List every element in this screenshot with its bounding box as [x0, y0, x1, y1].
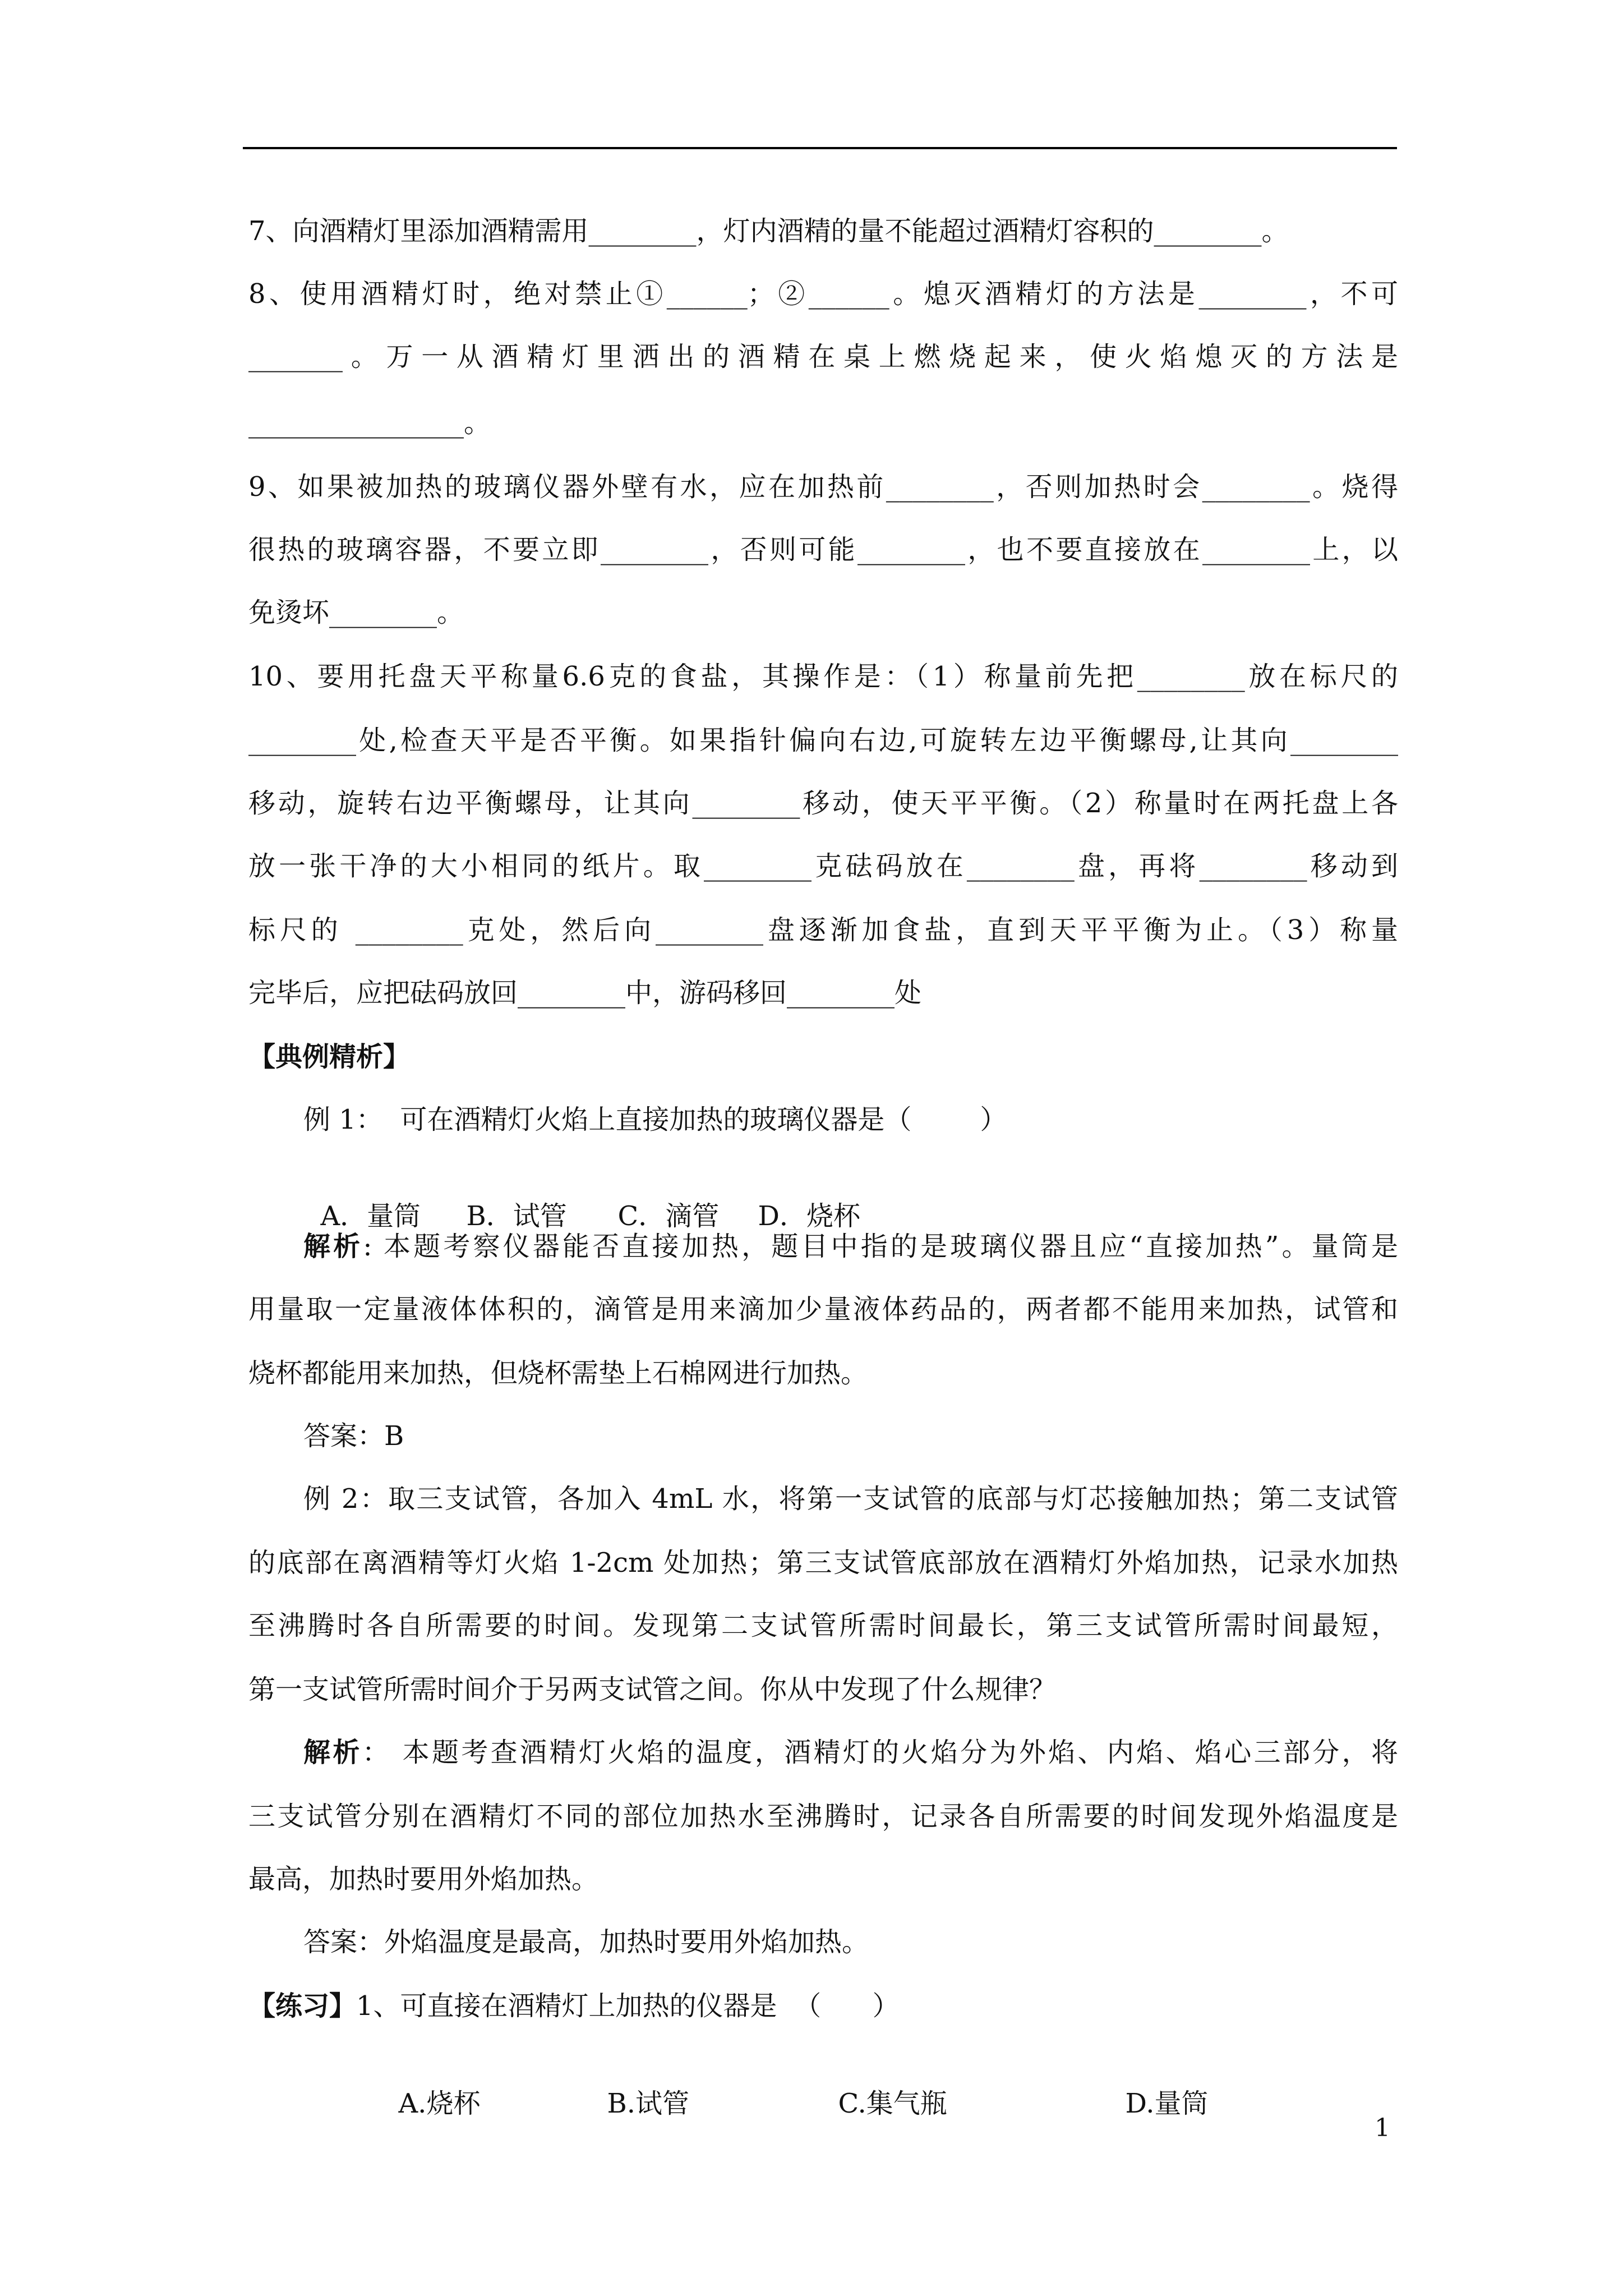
analysis-label: 解析 [303, 1231, 363, 1262]
section-heading-typical-examples: 【典例精析】 [248, 1041, 411, 1073]
question-7: 7、向酒精灯里添加酒精需用________，灯内酒精的量不能超过酒精灯容积的________。 [248, 215, 1289, 247]
question-10-line-5: 标尺的 ________克处，然后向________盘逐渐加食盐，直到天平平衡为止。（3）称量 [248, 914, 1398, 946]
option-d: D.量筒 [1125, 2088, 1209, 2119]
header-rule [243, 147, 1397, 149]
practice-options [381, 2053, 1209, 2120]
option-c: C.集气瓶 [838, 2088, 947, 2119]
option-a: A．量筒 [320, 1200, 421, 1232]
example-1-analysis-line-2: 用量取一定量液体体积的，滴管是用来滴加少量液体药品的，两者都不能用来加热，试管和 [248, 1294, 1398, 1325]
practice-question-text: 1、可直接在酒精灯上加热的仪器是 （ ） [356, 1990, 900, 2022]
practice-question [248, 1989, 900, 2023]
question-8-line-3: ________________。 [248, 407, 491, 439]
example-2-analysis-line-1 [303, 1736, 1398, 1769]
question-10-line-4: 放一张干净的大小相同的纸片。取________克砝码放在________盘，再将________移动到 [248, 850, 1398, 882]
analysis-label: 解析 [303, 1737, 362, 1768]
example-1-analysis-line-1 [303, 1230, 1398, 1263]
question-10-line-1: 10、要用托盘天平称量6.6克的食盐，其操作是：（1）称量前先把________放在标尺的 [248, 661, 1398, 692]
analysis-text: : 本题考察仪器能否直接加热，题目中指的是玻璃仪器且应“直接加热”。量筒是 [363, 1231, 1398, 1262]
example-2-question-line-3: 至沸腾时各自所需要的时间。发现第二支试管所需时间最长，第三支试管所需时间最短， [248, 1610, 1398, 1641]
question-9-line-1: 9、如果被加热的玻璃仪器外壁有水，应在加热前________，否则加热时会________。烧得 [248, 471, 1398, 503]
option-a: A.烧杯 [398, 2088, 481, 2119]
question-10-line-3: 移动，旋转右边平衡螺母，让其向________移动，使天平平衡。（2）称量时在两托盘上各 [248, 788, 1398, 819]
example-1-analysis-line-3: 烧杯都能用来加热，但烧杯需垫上石棉网进行加热。 [248, 1358, 868, 1389]
question-9-line-3: 免烫坏________。 [248, 597, 464, 628]
practice-label: 【练习】 [248, 1990, 357, 2022]
option-c: C．滴管 [617, 1200, 720, 1232]
example-2-question-line-4: 第一支试管所需时间介于另两支试管之间。你从中发现了什么规律？ [248, 1674, 1057, 1705]
example-1-options [303, 1166, 860, 1233]
question-8-line-2: _______。万一从酒精灯里洒出的酒精在桌上燃烧起来，使火焰熄灭的方法是 [248, 341, 1398, 372]
page-number: 1 [1375, 2114, 1390, 2142]
question-9-line-2: 很热的玻璃容器，不要立即________，否则可能________，也不要直接放在________上，以 [248, 534, 1398, 565]
example-2-analysis-line-2: 三支试管分别在酒精灯不同的部位加热水至沸腾时，记录各自所需要的时间发现外焰温度是 [248, 1801, 1398, 1832]
question-10-line-6: 完毕后，应把砝码放回________中，游码移回________处 [248, 977, 922, 1009]
question-10-line-2: ________处,检查天平是否平衡。如果指针偏向右边,可旋转左边平衡螺母,让其向________ [248, 725, 1398, 756]
question-8-line-1: 8、使用酒精灯时，绝对禁止①______；②______。熄灭酒精灯的方法是________，不可 [248, 278, 1398, 310]
example-2-analysis-line-3: 最高，加热时要用外焰加热。 [248, 1864, 599, 1895]
option-b: B.试管 [607, 2088, 690, 2119]
example-2-question-line-2: 的底部在离酒精等灯火焰 1-2cm 处加热；第三支试管底部放在酒精灯外焰加热，记录水加热 [248, 1547, 1398, 1579]
example-2-question-line-1: 例 2：取三支试管，各加入 4mL 水，将第一支试管的底部与灯芯接触加热；第二支试管 [303, 1483, 1398, 1515]
option-d: D．烧杯 [758, 1200, 861, 1232]
option-b: B．试管 [466, 1200, 567, 1232]
example-1-answer: 答案：B [303, 1420, 404, 1452]
analysis-text: ： 本题考查酒精灯火焰的温度，酒精灯的火焰分为外焰、内焰、焰心三部分，将 [362, 1737, 1398, 1768]
example-1-question: 例 1： 可在酒精灯火焰上直接加热的玻璃仪器是（ ） [303, 1104, 1007, 1135]
example-2-answer: 答案：外焰温度是最高，加热时要用外焰加热。 [303, 1926, 869, 1958]
